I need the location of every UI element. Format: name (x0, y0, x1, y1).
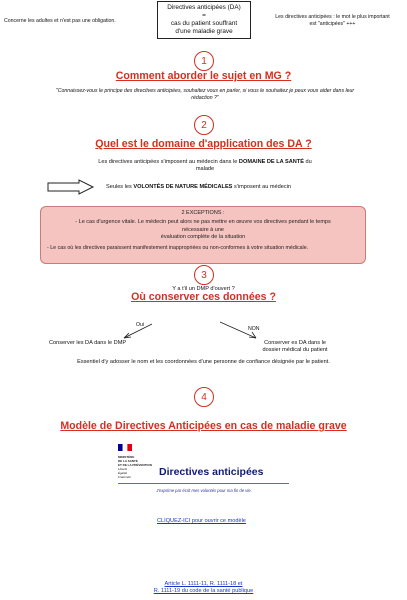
open-model-link[interactable]: CLIQUEZ-ICI (157, 518, 191, 524)
exceptions-title: 2 EXCEPTIONS : (181, 210, 225, 216)
exception-inappropriate: - Le cas où les directives paraissent manifestement inappropriées ou non-conformes à votre situation médicale. (47, 244, 309, 251)
medical-wishes-text: Seules les VOLONTÉS DE NATURE MÉDICALES s'imposent au médecin (106, 184, 292, 190)
legal-link-line2[interactable]: R. 1111-19 du code de la santé publique (153, 588, 254, 595)
model-document-subtitle: J'exprime par écrit mes volontés pour ma fin de vie. (156, 488, 252, 493)
dmp-answer: Conserver les DA dans le DMP (49, 340, 127, 346)
marianne-flag-icon (118, 444, 132, 451)
legal-link-line1[interactable]: Article L. 1111-11, R. 1111-18 et (164, 581, 243, 587)
medical-file-answer: Conserver es DA dans le dossier médical du patient (262, 340, 328, 354)
exception-emergency: - Le cas d'urgence vitale. Le médecin peut alors ne pas mettre en œuvre vos directives pendant le temps nécessaire à une évaluation complète de la situation (75, 219, 331, 241)
section3-title: Où conserver ces données ? (131, 291, 276, 303)
section2-title: Quel est le domaine d'application des DA ? (95, 138, 312, 150)
step-number-2: 2 (194, 115, 214, 135)
right-arrow-icon (47, 179, 95, 195)
model-document-title: Directives anticipées (159, 466, 264, 478)
oui-label: Oui (136, 322, 145, 328)
health-domain-text: Les directives anticipées s'imposent au médecin dans le DOMAINE DE LA SANTÉ du malade (98, 159, 312, 173)
adults-note: Concerne les adultes et n'est pas une obligation. (4, 18, 116, 24)
section4-title: Modèle de Directives Anticipées en cas de maladie grave (60, 420, 347, 432)
step-number-4: 4 (194, 387, 214, 407)
dmp-question: Y a t'il un DMP d'ouvert ? (172, 286, 235, 292)
legal-references (0, 581, 407, 596)
ministry-name: MINISTÈRE DE LA SANTÉ ET DE LA PRÉVENTION (118, 455, 152, 467)
open-model-cta: CLIQUEZ-ICI pour ouvrir ce modèle (157, 518, 246, 524)
section1-title: Comment aborder le sujet en MG ? (115, 70, 292, 82)
section1-quote: "Connaissez-vous le principe des directives anticipées, souhaitez vous en parler, si vous le souhaitez je peux vous aider dans leur rédaction ?" (55, 88, 355, 101)
ministry-motto: Liberté Égalité Fraternité (118, 467, 131, 479)
trusted-person-note: Essentiel d'y adosser le nom et les coordonnées d'une personne de confiance désignée par le patient. (77, 359, 330, 365)
exceptions-box (40, 206, 366, 264)
step-number-3: 3 (194, 265, 214, 285)
important-word-note: Les directives anticipées : le mot le plus important est "anticipées" +++ (275, 14, 390, 27)
step-number-1: 1 (194, 51, 214, 71)
definition-box: Directives anticipées (DA) = cas du patient souffrant d'une maladie grave (157, 1, 251, 39)
title-divider (118, 483, 289, 484)
non-label: NON (248, 326, 260, 332)
